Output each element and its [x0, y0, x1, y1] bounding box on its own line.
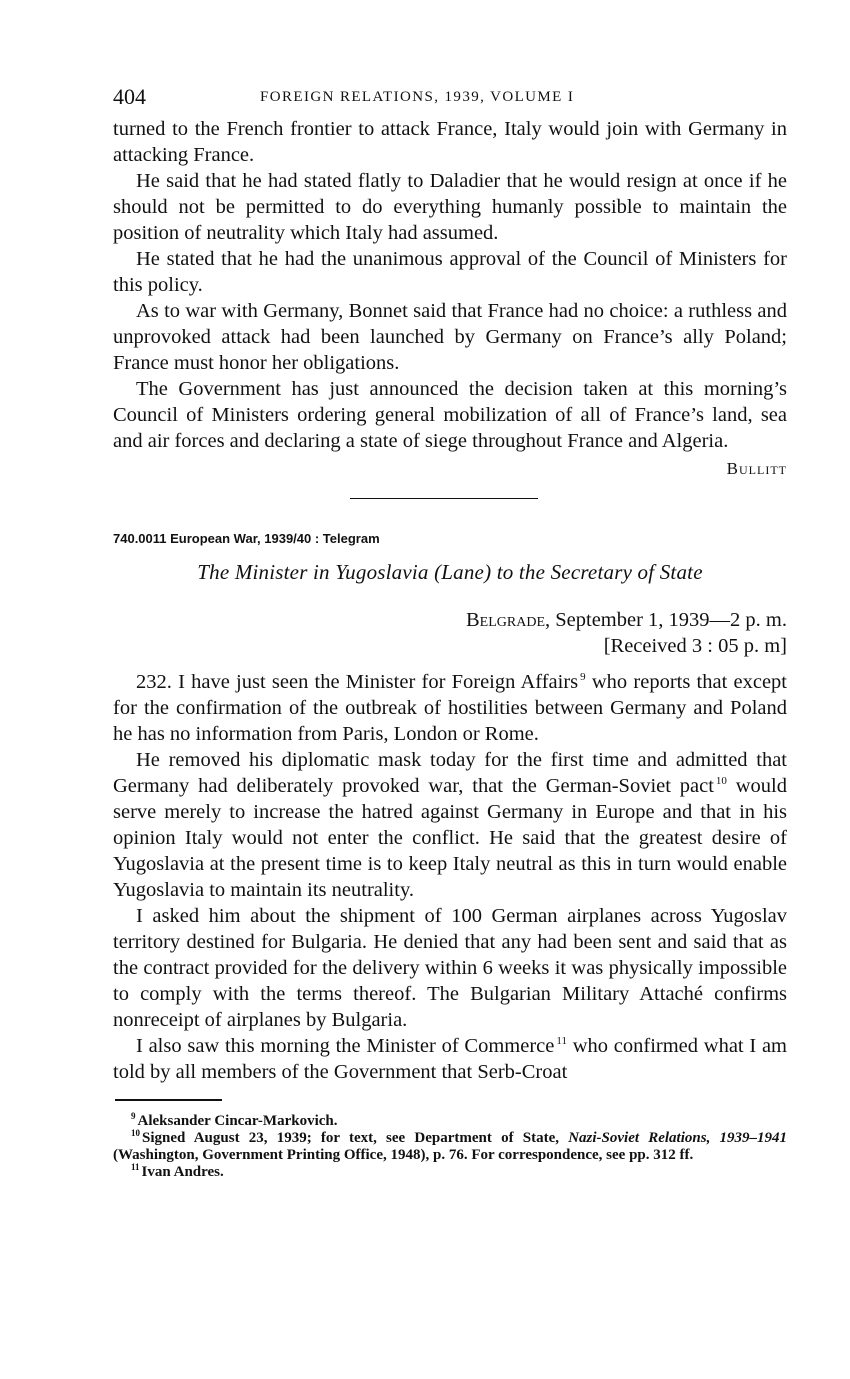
text-run: He removed his diplomatic mask today for the first time and admitted that Germany had deliberately provoked war, that the German-Soviet pact	[113, 749, 787, 797]
paragraph-foreign-affairs	[113, 669, 787, 747]
footnote-10	[113, 1130, 787, 1164]
footnote-divider	[115, 1099, 222, 1101]
footnote-ref-11: 11	[556, 1035, 567, 1048]
footnote-ref-10: 10	[715, 775, 727, 788]
footnote-mark: 10	[131, 1128, 140, 1138]
page-number: 404	[113, 84, 146, 109]
paragraph-daladier: He said that he had stated flatly to Daladier that he would resign at once if he should not be permitted to do everything humanly possible to maintain the position of neutrality which Italy had assumed.	[113, 170, 787, 244]
paragraph-minister-commerce	[113, 1033, 787, 1085]
paragraph-council-approval: He stated that he had the unanimous approval of the Council of Ministers for this policy.	[113, 248, 787, 296]
document-page	[113, 80, 787, 1181]
document-title: The Minister in Yugoslavia (Lane) to the Secretary of State	[197, 560, 703, 584]
file-reference: 740.0011 European War, 1939/40 : Telegram	[113, 531, 380, 546]
dateline	[113, 607, 787, 633]
text-run: who confirmed what I am told by all members of the Government that Serb-Croat	[113, 1035, 787, 1083]
text-run: 232. I have just seen the Minister for Foreign Affairs	[136, 671, 579, 693]
footnote-book-title: Nazi-Soviet Relations, 1939–1941	[568, 1130, 788, 1146]
footnotes	[113, 1113, 787, 1181]
footnote-text: Ivan Andres.	[141, 1164, 224, 1180]
footnote-ref-9: 9	[580, 671, 586, 684]
footnote-text: Signed August 23, 1939; for text, see Department of State,	[142, 1130, 569, 1146]
received-time: [Received 3 : 05 p. m]	[603, 635, 787, 657]
running-head: FOREIGN RELATIONS, 1939, VOLUME I	[260, 89, 575, 105]
paragraph-war-with-germany: As to war with Germany, Bonnet said that France had no choice: a ruthless and unprovoked attack had been launched by Germany on France’s ally Poland; France must honor her obligations.	[113, 300, 787, 374]
text-run: would serve merely to increase the hatred against Germany in Europe and that in his opinion Italy would not enter the conflict. He said that the greatest desire of Yugoslavia at the present time is to keep Italy neutral as this in turn would enable Yugoslavia to maintain its neutrality.	[113, 775, 788, 901]
text-run: I also saw this morning the Minister of Commerce	[136, 1035, 555, 1057]
footnote-text: (Washington, Government Printing Office, 1948), p. 76. For correspondence, see pp. 312 ff.	[113, 1147, 694, 1163]
text-run: who reports that except for the confirmation of the outbreak of hostilities between Germany and Poland he has no information from Paris, London or Rome.	[113, 671, 787, 745]
footnote-mark: 9	[131, 1111, 136, 1121]
footnote-9	[113, 1113, 787, 1130]
page-header	[113, 80, 787, 116]
telegram-body	[113, 669, 787, 1085]
signature-bullitt: Bullitt	[726, 459, 787, 478]
paragraph-mobilization: The Government has just announced the decision taken at this morning’s Council of Ministers ordering general mobilization of all of France’s land, sea and air forces and declaring a state of siege throughout France and Algeria.	[113, 378, 787, 452]
dateline-date: September 1, 1939—2 p. m.	[555, 609, 787, 631]
footnote-mark: 11	[131, 1162, 140, 1172]
footnote-11	[113, 1164, 787, 1181]
paragraph-airplanes: I asked him about the shipment of 100 German airplanes across Yugoslav territory destined for Bulgaria. He denied that any had been sent and said that as the contract provided for the delivery within 6 weeks it was physically impossible to comply with the terms thereof. The Bulgarian Military Attaché confirms nonreceipt of airplanes by Bulgaria.	[113, 905, 787, 1031]
dateline-place: Belgrade,	[466, 609, 551, 631]
paragraph-diplomatic-mask	[113, 747, 787, 903]
footnote-text: Aleksander Cincar-Markovich.	[137, 1113, 338, 1129]
section-divider	[350, 498, 538, 499]
paragraph-continued: turned to the French frontier to attack France, Italy would join with Germany in attacking France.	[113, 118, 787, 166]
